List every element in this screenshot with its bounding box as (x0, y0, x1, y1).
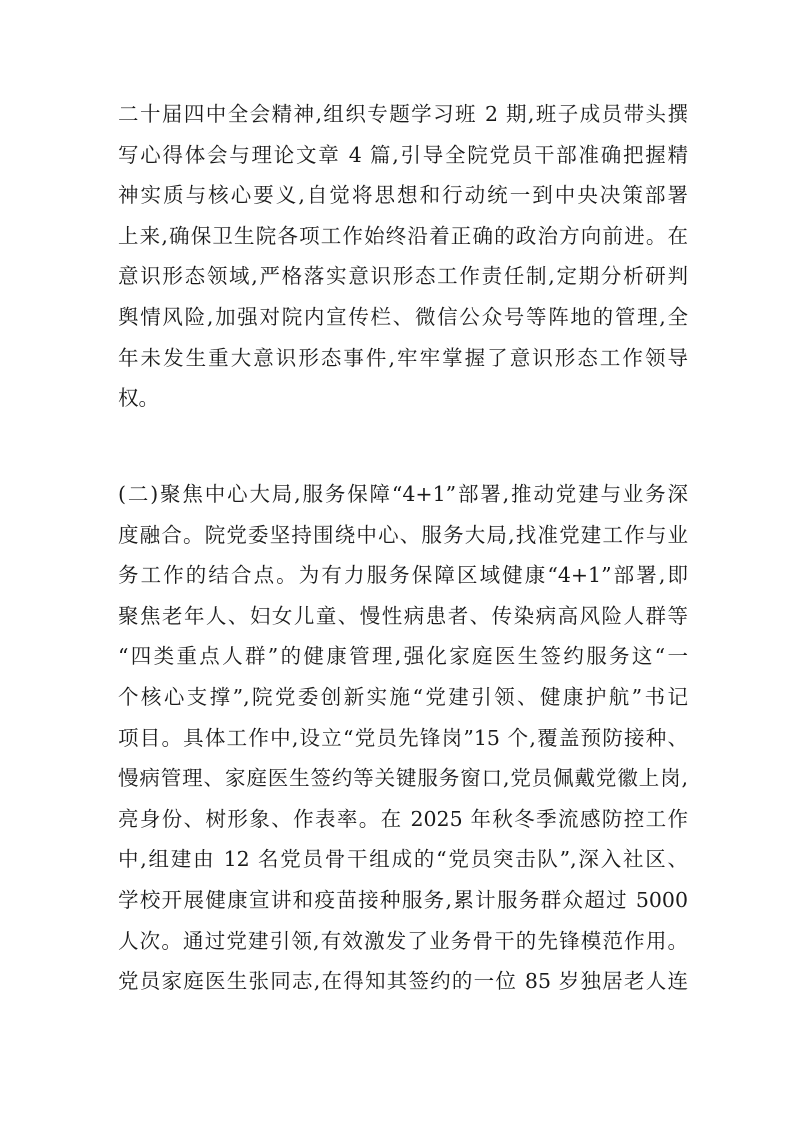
text-line: 项目。具体工作中,设立“党员先锋岗”15 个,覆盖预防接种、 (118, 725, 688, 750)
text-line: 二十届四中全会精神,组织专题学习班 2 期,班子成员带头撰 (118, 102, 688, 126)
text-line: 年未发生重大意识形态事件,牢牢掌握了意识形态工作领导 (118, 345, 688, 370)
text-line: 舆情风险,加强对院内宣传栏、微信公众号等阵地的管理,全 (118, 304, 688, 329)
text-line: 学校开展健康宣讲和疫苗接种服务,累计服务群众超过 5000 (118, 887, 688, 912)
text-line: 人次。通过党建引领,有效激发了业务骨干的先锋模范作用。 (118, 928, 688, 953)
text-line: 亮身份、树形象、作表率。在 2025 年秋冬季流感防控工作 (118, 806, 688, 831)
paragraph-ideology-work (118, 94, 688, 419)
text-line: 中,组建由 12 名党员骨干组成的“党员突击队”,深入社区、 (118, 847, 688, 872)
text-line: 写心得体会与理论文章 4 篇,引导全院党员干部准确把握精 (118, 142, 688, 167)
text-line: 务工作的结合点。为有力服务保障区域健康“4+1”部署,即 (118, 563, 688, 588)
text-line: 个核心支撑”,院党委创新实施“党建引领、健康护航”书记 (118, 684, 688, 709)
text-line: 度融合。院党委坚持围绕中心、服务大局,找准党建工作与业 (118, 522, 688, 547)
paragraph-party-building-integration (118, 474, 688, 1002)
text-line: 神实质与核心要义,自觉将思想和行动统一到中央决策部署 (118, 183, 688, 208)
section-heading-line: (二)聚焦中心大局,服务保障“4+1”部署,推动党建与业务深 (118, 482, 688, 506)
text-line: 党员家庭医生张同志,在得知其签约的一位 85 岁独居老人连 (118, 969, 688, 994)
text-line: 上来,确保卫生院各项工作始终沿着正确的政治方向前进。在 (118, 223, 688, 248)
text-line: 聚焦老年人、妇女儿童、慢性病患者、传染病高风险人群等 (118, 603, 688, 628)
text-line: 慢病管理、家庭医生签约等关键服务窗口,党员佩戴党徽上岗, (118, 766, 688, 791)
text-line: 权。 (118, 386, 159, 411)
text-line: “四类重点人群”的健康管理,强化家庭医生签约服务这“一 (118, 644, 688, 669)
text-line: 意识形态领域,严格落实意识形态工作责任制,定期分析研判 (118, 264, 688, 289)
